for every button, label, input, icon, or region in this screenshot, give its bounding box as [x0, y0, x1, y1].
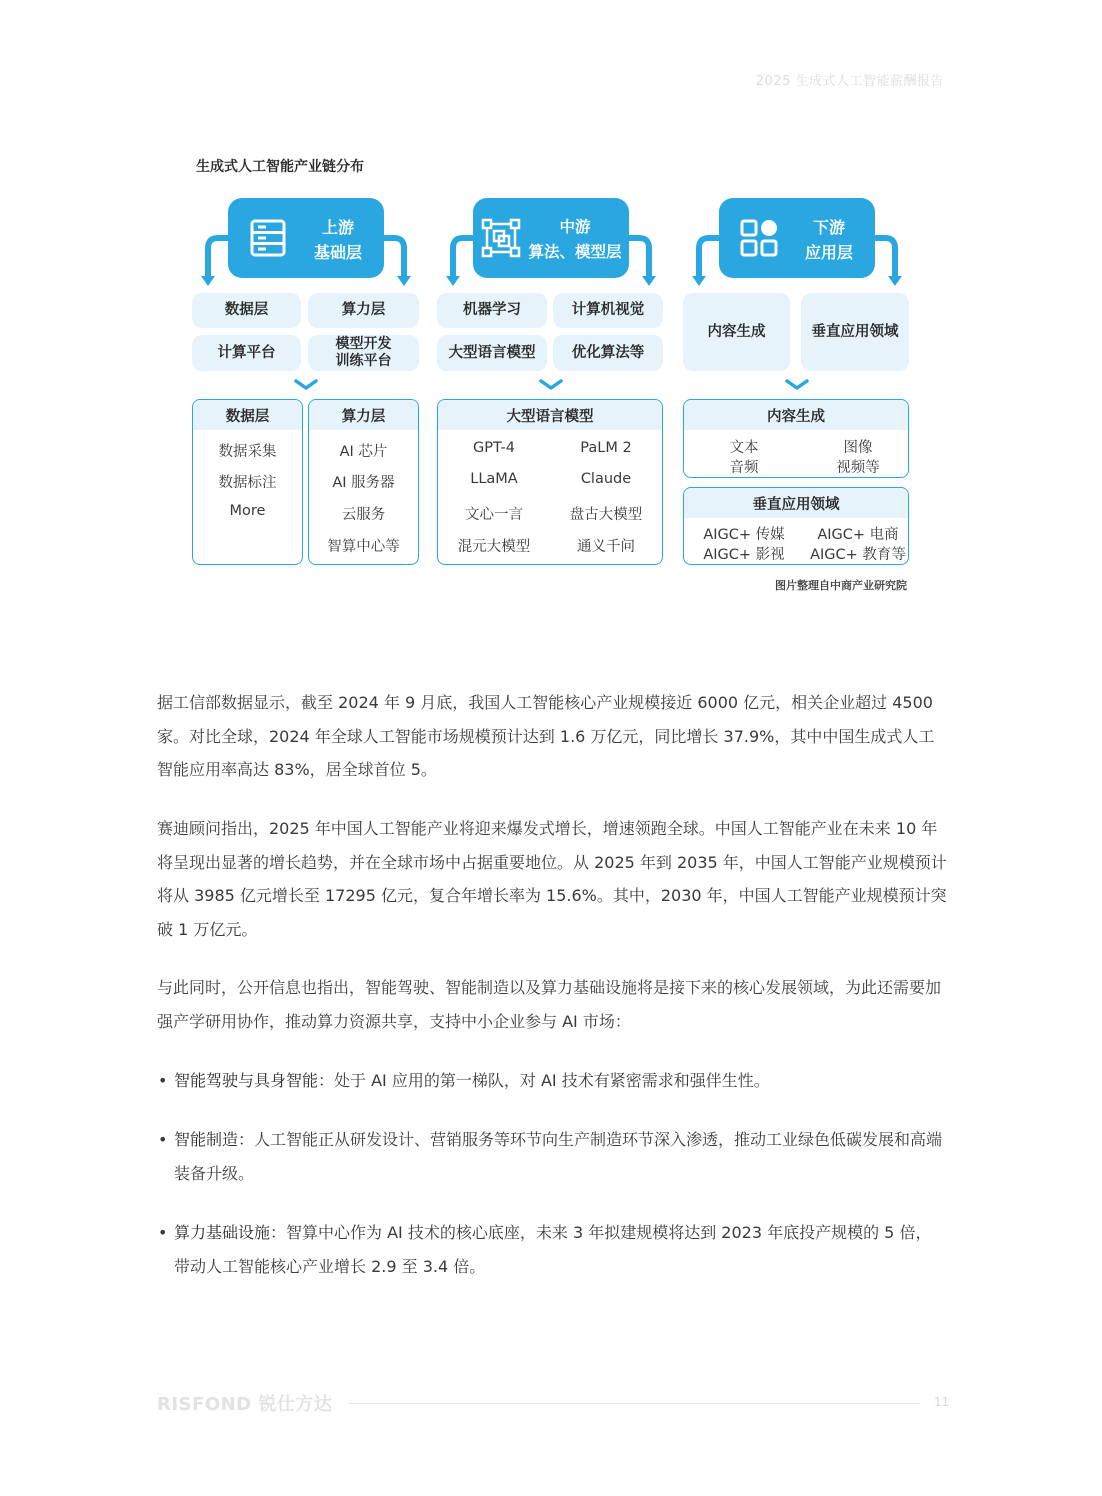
bullet-dot: •	[158, 1223, 168, 1242]
bullet-term: 智能驾驶与具身智能：	[174, 1071, 335, 1090]
bullet-term: 算力基础设施：	[174, 1223, 287, 1242]
upstream-header	[228, 198, 384, 278]
list-item: More	[229, 503, 266, 519]
server-stack-icon	[248, 218, 288, 258]
llm-box	[437, 399, 663, 565]
list-item: 数据采集	[218, 444, 277, 460]
vertical-applications-box	[683, 487, 909, 565]
app-grid-icon	[739, 218, 779, 258]
list-item: LLaMA	[470, 471, 518, 487]
bullet-dot: •	[158, 1130, 168, 1149]
page-header-title: 2025 生成式人工智能薪酬报告	[755, 74, 944, 89]
list-item: 图像	[843, 440, 873, 456]
bullet-item	[157, 1123, 947, 1190]
tile-content-generation: 内容生成	[683, 293, 790, 371]
bullet-dot: •	[158, 1071, 168, 1090]
list-item: GPT-4	[473, 440, 515, 456]
downstream-header	[719, 198, 875, 278]
tile-machine-learning: 机器学习	[437, 293, 547, 328]
paragraph: 据工信部数据显示，截至 2024 年 9 月底，我国人工智能核心产业规模接近 6000 亿元，相关企业超过 4500 家。对比全球，2024 年全球人工智能市场规模预计达到 1.6 万亿元，同比增长 37.9%，其中中国生成式人工智能应用率高达 83%，居全球首位 5。	[157, 693, 935, 779]
tile-optimization: 优化算法等	[553, 335, 663, 371]
compute-layer-box	[308, 399, 419, 565]
list-item: AIGC+ 教育等	[810, 547, 906, 563]
bullet-text: 处于 AI 应用的第一梯队，对 AI 技术有紧密需求和强伴生性。	[334, 1071, 770, 1090]
list-item: 文本	[729, 440, 759, 456]
list-item: 文心一言	[465, 507, 523, 523]
list-item: AIGC+ 电商	[817, 527, 899, 543]
bullet-item	[157, 1064, 947, 1098]
list-item: AI 芯片	[339, 444, 388, 460]
list-item: 音频	[729, 460, 759, 476]
paragraph: 赛迪顾问指出，2025 年中国人工智能产业将迎来爆发式增长，增速领跑全球。中国人工智能产业在未来 10 年将呈现出显著的增长趋势，并在全球市场中占据重要地位。从 2025 年到 2035 年，中国人工智能产业规模预计将从 3985 亿元增长至 17295 亿元，复合年增长率为 15.6%。其中，2030 年，中国人工智能产业规模预计突破 1 万亿元。	[157, 819, 947, 939]
data-layer-box	[192, 399, 303, 565]
tile-vertical-applications: 垂直应用领域	[801, 293, 909, 371]
box-heading: 垂直应用领域	[684, 488, 908, 518]
chevron-down-icon	[783, 378, 811, 392]
chevron-down-icon	[292, 378, 320, 392]
bullet-text: 智算中心作为 AI 技术的核心底座，未来 3 年拟建规模将达到 2023 年底投产规模的 5 倍，带动人工智能核心产业增长 2.9 至 3.4 倍。	[174, 1223, 932, 1276]
tile-llm: 大型语言模型	[437, 335, 547, 371]
list-item: AIGC+ 影视	[703, 547, 785, 563]
paragraph: 与此同时，公开信息也指出，智能驾驶、智能制造以及算力基础设施将是接下来的核心发展领域，为此还需要加强产学研用协作，推动算力资源共享，支持中小企业参与 AI 市场：	[157, 978, 942, 1031]
list-item: 视频等	[836, 460, 880, 476]
box-heading: 数据层	[193, 400, 302, 430]
figure-caption: 图片整理自中商产业研究院	[775, 579, 907, 592]
footer-divider	[348, 1403, 920, 1404]
box-heading: 大型语言模型	[438, 400, 662, 430]
box-heading: 内容生成	[684, 400, 908, 430]
model-frame-icon	[481, 218, 521, 258]
list-item: Claude	[580, 471, 632, 487]
page-number: 11	[934, 1395, 950, 1409]
tile-computer-vision: 计算机视觉	[553, 293, 663, 328]
tile-data-layer: 数据层	[192, 293, 301, 328]
layer-label: 基础层	[313, 243, 362, 262]
list-item: 混元大模型	[457, 539, 531, 555]
bullet-item	[157, 1216, 947, 1283]
list-item: PaLM 2	[580, 440, 632, 456]
list-item: 盘古大模型	[569, 507, 643, 523]
chevron-down-icon	[537, 378, 565, 392]
footer-logo: RISFOND 锐仕方达	[157, 1394, 333, 1415]
stage-label: 上游	[321, 218, 354, 237]
content-generation-box	[683, 399, 909, 478]
stage-label: 中游	[559, 218, 591, 236]
list-item: 通义千问	[577, 539, 635, 555]
bullet-text: 人工智能正从研发设计、营销服务等环节向生产制造环节深入渗透，推动工业绿色低碳发展和高端装备升级。	[174, 1130, 943, 1183]
midstream-header	[473, 198, 629, 278]
list-item: 数据标注	[218, 475, 277, 491]
tile-compute-layer: 算力层	[308, 293, 419, 328]
figure-title: 生成式人工智能产业链分布	[196, 159, 364, 175]
tile-computing-platform: 计算平台	[192, 335, 301, 371]
bullet-term: 智能制造：	[174, 1130, 255, 1149]
stage-label: 下游	[812, 218, 845, 237]
layer-label: 算法、模型层	[528, 243, 622, 261]
box-heading: 算力层	[309, 400, 418, 430]
list-item: AI 服务器	[332, 475, 395, 491]
list-item: 智算中心等	[327, 539, 400, 555]
list-item: AIGC+ 传媒	[703, 527, 785, 543]
layer-label: 应用层	[804, 243, 853, 262]
tile-model-dev-platform: 模型开发 训练平台	[308, 335, 419, 371]
list-item: 云服务	[341, 507, 386, 523]
